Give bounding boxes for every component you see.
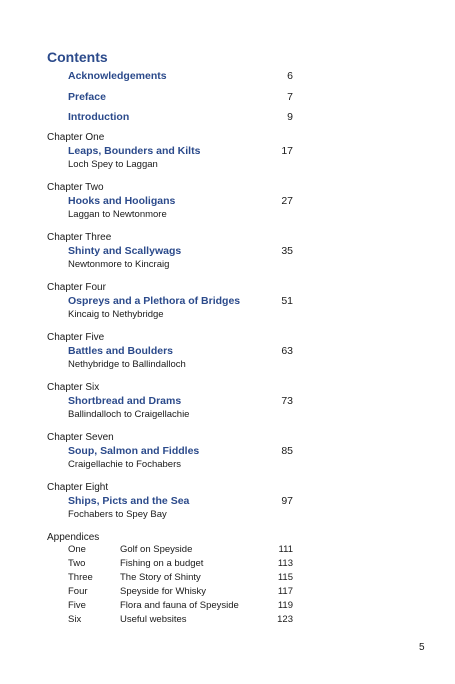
appendix-row[interactable]: [47, 614, 293, 628]
chapter-label: Chapter Five: [47, 332, 105, 343]
appendix-page: 115: [277, 572, 293, 583]
chapter-subtitle: Fochabers to Spey Bay: [68, 509, 167, 520]
chapter-label: Chapter Eight: [47, 482, 109, 493]
chapter-subtitle: Laggan to Newtonmore: [68, 209, 167, 220]
chapter-page: 51: [281, 295, 293, 307]
entry-title: Introduction: [68, 111, 130, 123]
appendix-ordinal: Five: [68, 600, 86, 611]
chapter-label: Chapter Four: [47, 282, 106, 293]
toc-chapter-5[interactable]: [47, 331, 293, 371]
toc-chapter-8[interactable]: [47, 481, 293, 521]
chapter-subtitle: Nethybridge to Ballindalloch: [68, 359, 186, 370]
chapter-subtitle: Craigellachie to Fochabers: [68, 459, 182, 470]
chapter-page: 97: [281, 495, 293, 507]
appendix-page: 117: [277, 586, 293, 597]
appendix-row[interactable]: [47, 544, 293, 558]
toc-entry-preface[interactable]: [68, 91, 293, 103]
appendix-ordinal: One: [68, 544, 86, 555]
appendix-title: Flora and fauna of Speyside: [120, 600, 239, 611]
toc-entry-introduction[interactable]: [68, 111, 293, 123]
chapter-title: Ships, Picts and the Sea: [68, 495, 190, 507]
entry-page: 6: [287, 70, 293, 82]
chapter-page: 73: [281, 395, 293, 407]
chapter-subtitle: Loch Spey to Laggan: [68, 159, 158, 170]
appendix-title: The Story of Shinty: [120, 572, 201, 583]
entry-page: 9: [287, 111, 293, 123]
toc-chapter-7[interactable]: [47, 431, 293, 471]
chapter-title: Battles and Boulders: [68, 345, 174, 357]
appendices-label: Appendices: [47, 532, 100, 543]
entry-title: Acknowledgements: [68, 70, 167, 82]
chapter-title: Shinty and Scallywags: [68, 245, 182, 257]
chapter-subtitle: Ballindalloch to Craigellachie: [68, 409, 190, 420]
appendix-title: Fishing on a budget: [120, 558, 204, 569]
appendix-row[interactable]: [47, 558, 293, 572]
appendix-title: Useful websites: [120, 614, 187, 625]
toc-appendices: [47, 531, 293, 628]
toc-chapter-3[interactable]: [47, 231, 293, 271]
chapter-title: Shortbread and Drams: [68, 395, 182, 407]
toc-chapter-2[interactable]: [47, 181, 293, 221]
chapter-label: Chapter Two: [47, 182, 104, 193]
appendix-row[interactable]: [47, 572, 293, 586]
chapter-page: 63: [281, 345, 293, 357]
chapter-label: Chapter Three: [47, 232, 112, 243]
appendix-ordinal: Two: [68, 558, 86, 569]
chapter-label: Chapter Seven: [47, 432, 114, 443]
chapter-subtitle: Kincaig to Nethybridge: [68, 309, 164, 320]
appendix-row[interactable]: [47, 586, 293, 600]
chapter-page: 35: [281, 245, 293, 257]
chapter-title: Ospreys and a Plethora of Bridges: [68, 295, 241, 307]
appendix-ordinal: Three: [68, 572, 93, 583]
chapter-label: Chapter Six: [47, 382, 100, 393]
chapter-page: 17: [281, 145, 293, 157]
toc-chapter-6[interactable]: [47, 381, 293, 421]
chapter-title: Hooks and Hooligans: [68, 195, 176, 207]
toc-entry-acknowledgements[interactable]: [68, 70, 293, 82]
toc-chapter-4[interactable]: [47, 281, 293, 321]
chapter-title: Leaps, Bounders and Kilts: [68, 145, 201, 157]
appendix-ordinal: Four: [68, 586, 88, 597]
page-number: 5: [419, 642, 425, 653]
entry-title: Preface: [68, 91, 106, 103]
chapter-page: 27: [281, 195, 293, 207]
page-title: Contents: [47, 49, 108, 65]
appendix-title: Golf on Speyside: [120, 544, 193, 555]
chapter-subtitle: Newtonmore to Kincraig: [68, 259, 170, 270]
toc-chapter-1[interactable]: [47, 131, 293, 171]
chapter-title: Soup, Salmon and Fiddles: [68, 445, 200, 457]
appendix-title: Speyside for Whisky: [120, 586, 207, 597]
appendix-page: 123: [277, 614, 293, 625]
appendix-page: 113: [277, 558, 293, 569]
appendix-page: 111: [278, 544, 293, 555]
chapter-label: Chapter One: [47, 132, 105, 143]
entry-page: 7: [287, 91, 293, 103]
appendix-page: 119: [277, 600, 293, 611]
appendix-ordinal: Six: [68, 614, 82, 625]
appendix-row[interactable]: [47, 600, 293, 614]
chapter-page: 85: [281, 445, 293, 457]
